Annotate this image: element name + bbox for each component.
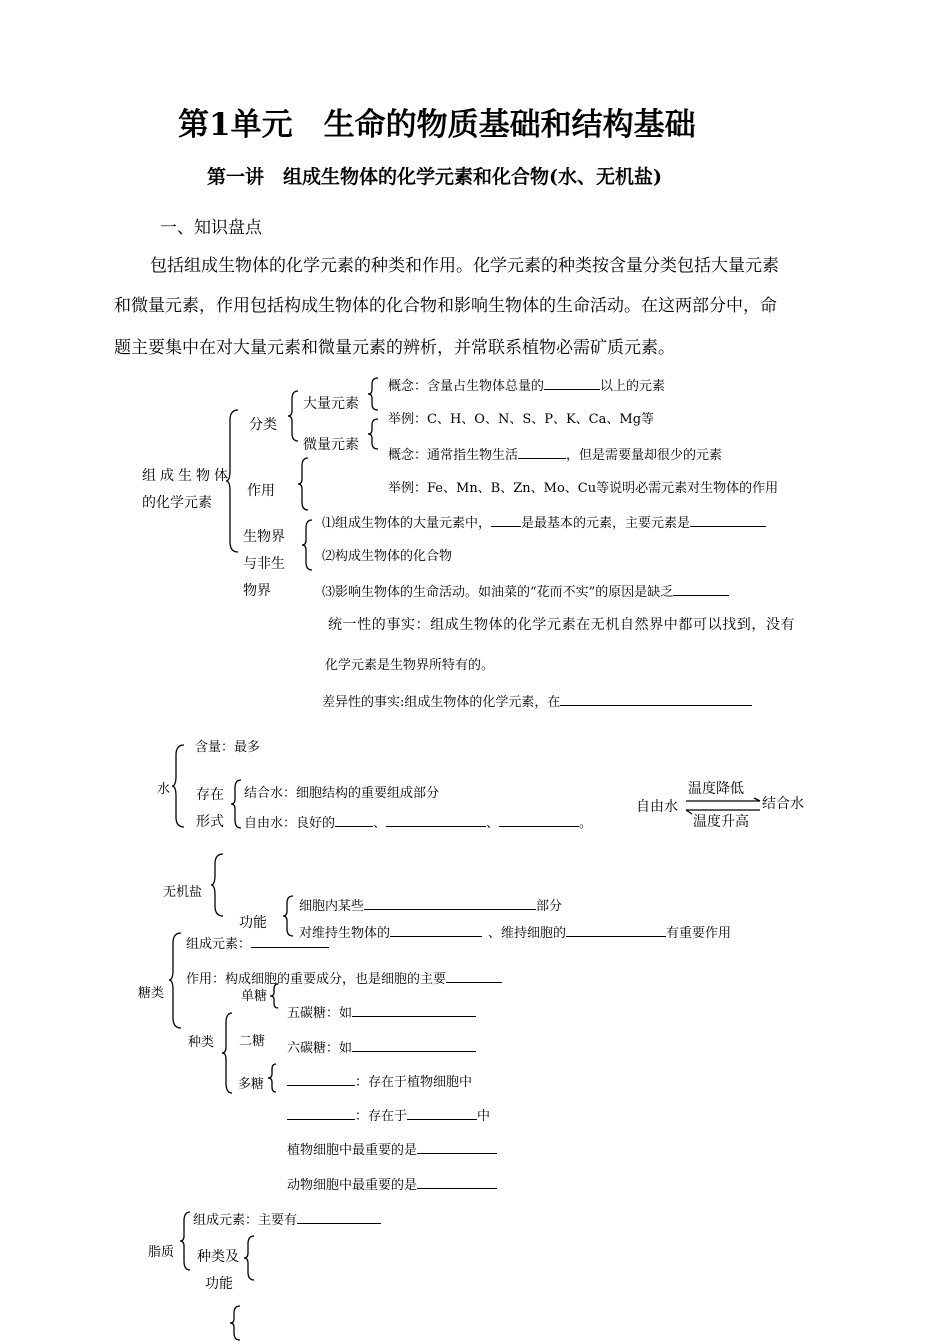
lipid-types-line1: 种类及 [197, 1249, 239, 1265]
page-title: 第1单元 生命的物质基础和结构基础 [178, 107, 696, 143]
intro-line-2: 和微量元素，作用包括构成生物体的化合物和影响生物体的生命活动。在这两部分中，命 [114, 296, 777, 316]
salt-function-1: 细胞内某些 部分 [299, 899, 563, 915]
brace-lipid [180, 1212, 192, 1270]
micro-example: 举例：Fe、Mn、B、Zn、Mo、Cu等说明必需元素对生物体的作用 [388, 481, 779, 496]
equilibrium-arrows-icon [684, 798, 762, 816]
water-label: 水 [157, 782, 171, 797]
polysaccharide-2: ：存在于 中 [287, 1108, 490, 1123]
intro-line-3: 题主要集中在对大量元素和微量元素的辨析，并常联系植物必需矿质元素。 [114, 338, 675, 358]
intro-line-1: 包括组成生物体的化学元素的种类和作用。化学元素的种类按含量分类包括大量元素 [150, 256, 779, 276]
brace-function [298, 458, 310, 510]
brace-water [172, 745, 186, 827]
unity-line-2: 化学元素是生物界所特有的。 [325, 658, 495, 673]
poly-label: 多糖 [238, 1077, 265, 1092]
brace-macro [368, 378, 380, 410]
brace-poly [268, 1064, 278, 1092]
free-water: 自由水：良好的 、 、 。 [244, 816, 593, 832]
brace-sugar-types [222, 1013, 234, 1093]
difference-line: 差异性的事实:组成生物体的化学元素，在 [322, 694, 752, 709]
brace-mono [270, 984, 280, 1008]
brace-sugar [169, 933, 183, 1028]
sugar-types-label: 种类 [188, 1035, 215, 1050]
di-label: 二糖 [239, 1034, 266, 1049]
lipid-label: 脂质 [148, 1245, 175, 1260]
elements-root-line2: 的化学元素 [142, 495, 212, 511]
water-form-line1: 存在 [196, 787, 224, 803]
brace-lipid-types [244, 1236, 256, 1280]
salt-label: 无机盐 [163, 885, 203, 900]
diagram-free-water: 自由水 [636, 799, 678, 815]
brace-water-form [231, 780, 243, 828]
sugar-label: 糖类 [138, 986, 165, 1001]
lipid-types-line2: 功能 [205, 1276, 233, 1292]
bio-label-line2: 与非生 [243, 556, 285, 572]
sugar-elements: 组成元素： [186, 936, 329, 951]
macro-concept: 概念：含量占生物体总量的 以上的元素 [388, 379, 666, 395]
bio-label-line1: 生物界 [243, 529, 285, 545]
diagram-temp-up: 温度升高 [693, 814, 749, 830]
salt-function-label: 功能 [239, 915, 267, 931]
micro-label: 微量元素 [303, 437, 359, 453]
section-heading: 一、知识盘点 [160, 218, 262, 238]
classify-label: 分类 [249, 417, 277, 433]
unity-line-1: 统一性的事实：组成生物体的化学元素在无机自然界中都可以找到，没有 [328, 617, 796, 633]
bio-label-line3: 物界 [243, 583, 271, 599]
macro-example: 举例：C、H、O、N、S、P、K、Ca、Mg等 [388, 412, 655, 427]
hexose: 六碳糖：如 [287, 1040, 476, 1055]
micro-concept: 概念：通常指生物生活 ，但是需要量却很少的元素 [388, 448, 723, 464]
diagram-temp-down: 温度降低 [688, 781, 744, 797]
polysaccharide-1: ：存在于植物细胞中 [287, 1074, 472, 1089]
func-item-3: ⑶影响生物体的生命活动。如油菜的“花而不实”的原因是缺乏 [322, 584, 729, 599]
animal-polysaccharide: 动物细胞中最重要的是 [287, 1177, 497, 1192]
bound-water: 结合水：细胞结构的重要组成部分 [244, 786, 440, 801]
diagram-bound-water: 结合水 [762, 796, 804, 812]
elements-root-line1: 组成生物体 [142, 468, 232, 484]
func-item-2: ⑵构成生物体的化合物 [322, 549, 453, 564]
water-form-line2: 形式 [196, 814, 224, 830]
sugar-role: 作用：构成细胞的重要成分，也是细胞的主要 [186, 971, 502, 986]
brace-elements-root [226, 410, 240, 552]
mono-label: 单糖 [241, 989, 268, 1004]
brace-continuation [230, 1306, 242, 1340]
brace-classify [288, 391, 300, 441]
pentose: 五碳糖：如 [287, 1005, 476, 1020]
lipid-elements: 组成元素：主要有 [193, 1212, 381, 1227]
func-item-1: ⑴组成生物体的大量元素中， 是最基本的元素，主要元素是 [322, 515, 766, 530]
macro-label: 大量元素 [303, 396, 359, 412]
brace-salt-function [283, 896, 295, 936]
brace-salt [211, 854, 225, 916]
function-label: 作用 [247, 483, 275, 499]
lecture-title: 第一讲 组成生物体的化学元素和化合物(水、无机盐) [207, 166, 662, 188]
plant-polysaccharide: 植物细胞中最重要的是 [287, 1142, 497, 1157]
salt-function-2: 对维持生物体的 、维持细胞的 有重要作用 [299, 926, 732, 942]
water-content: 含量：最多 [195, 740, 261, 755]
brace-bio [302, 520, 314, 570]
brace-micro [368, 419, 380, 449]
